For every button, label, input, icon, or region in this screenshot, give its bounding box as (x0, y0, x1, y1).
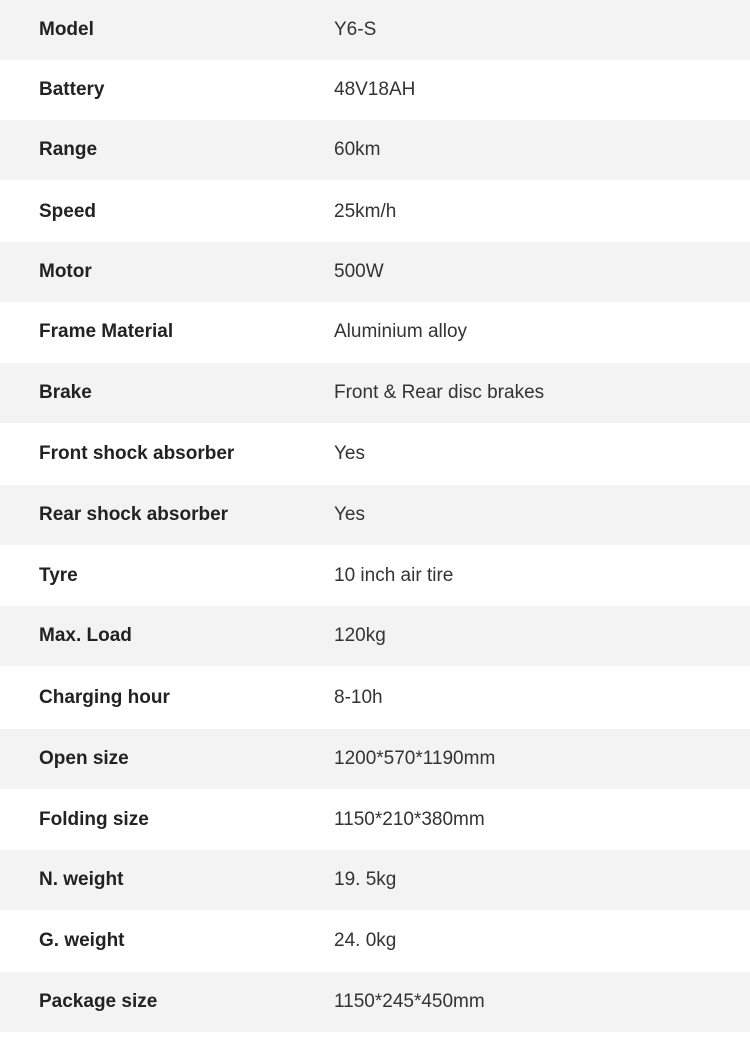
spec-row-battery (0, 60, 750, 120)
spec-row-gross-weight (0, 911, 750, 971)
spec-value: 24. 0kg (334, 930, 397, 951)
spec-value: Yes (334, 443, 365, 464)
spec-row-net-weight (0, 850, 750, 910)
spec-value: 500W (334, 261, 384, 282)
spec-row-rear-shock (0, 485, 750, 545)
spec-row-open-size (0, 729, 750, 789)
spec-label: Battery (39, 79, 105, 100)
spec-value: 1150*210*380mm (334, 809, 485, 830)
spec-value: 60km (334, 139, 381, 160)
spec-row-speed (0, 182, 750, 242)
spec-row-max-load (0, 606, 750, 666)
spec-label: Charging hour (39, 687, 170, 708)
spec-label: Rear shock absorber (39, 504, 229, 525)
spec-row-motor (0, 242, 750, 302)
spec-value: Yes (334, 504, 365, 525)
spec-label: G. weight (39, 930, 125, 951)
spec-row-front-shock (0, 424, 750, 484)
spec-row-frame-material (0, 302, 750, 362)
spec-value: 1150*245*450mm (334, 991, 485, 1012)
spec-label: Brake (39, 382, 92, 403)
spec-value: 25km/h (334, 201, 397, 222)
spec-label: Model (39, 19, 94, 40)
spec-row-model (0, 0, 750, 60)
spec-row-range (0, 120, 750, 180)
spec-value: 1200*570*1190mm (334, 748, 496, 769)
spec-value: 120kg (334, 625, 386, 646)
spec-row-charging-hour (0, 668, 750, 728)
spec-row-tyre (0, 546, 750, 606)
spec-label: Max. Load (39, 625, 132, 646)
spec-row-folding-size (0, 790, 750, 850)
spec-value: Front & Rear disc brakes (334, 382, 545, 403)
spec-label: Package size (39, 991, 158, 1012)
spec-value: 10 inch air tire (334, 565, 454, 586)
spec-label: Tyre (39, 565, 78, 586)
spec-row-package-size (0, 972, 750, 1032)
spec-label: Frame Material (39, 321, 174, 342)
spec-value: Y6-S (334, 19, 377, 40)
spec-label: Front shock absorber (39, 443, 235, 464)
spec-label: Folding size (39, 809, 149, 830)
spec-value: 48V18AH (334, 79, 416, 100)
spec-label: N. weight (39, 869, 124, 890)
spec-label: Open size (39, 748, 129, 769)
spec-row-brake (0, 363, 750, 423)
spec-value: Aluminium alloy (334, 321, 468, 342)
spec-label: Range (39, 139, 98, 160)
spec-label: Speed (39, 201, 97, 222)
spec-value: 8-10h (334, 687, 383, 708)
spec-value: 19. 5kg (334, 869, 397, 890)
spec-label: Motor (39, 261, 92, 282)
